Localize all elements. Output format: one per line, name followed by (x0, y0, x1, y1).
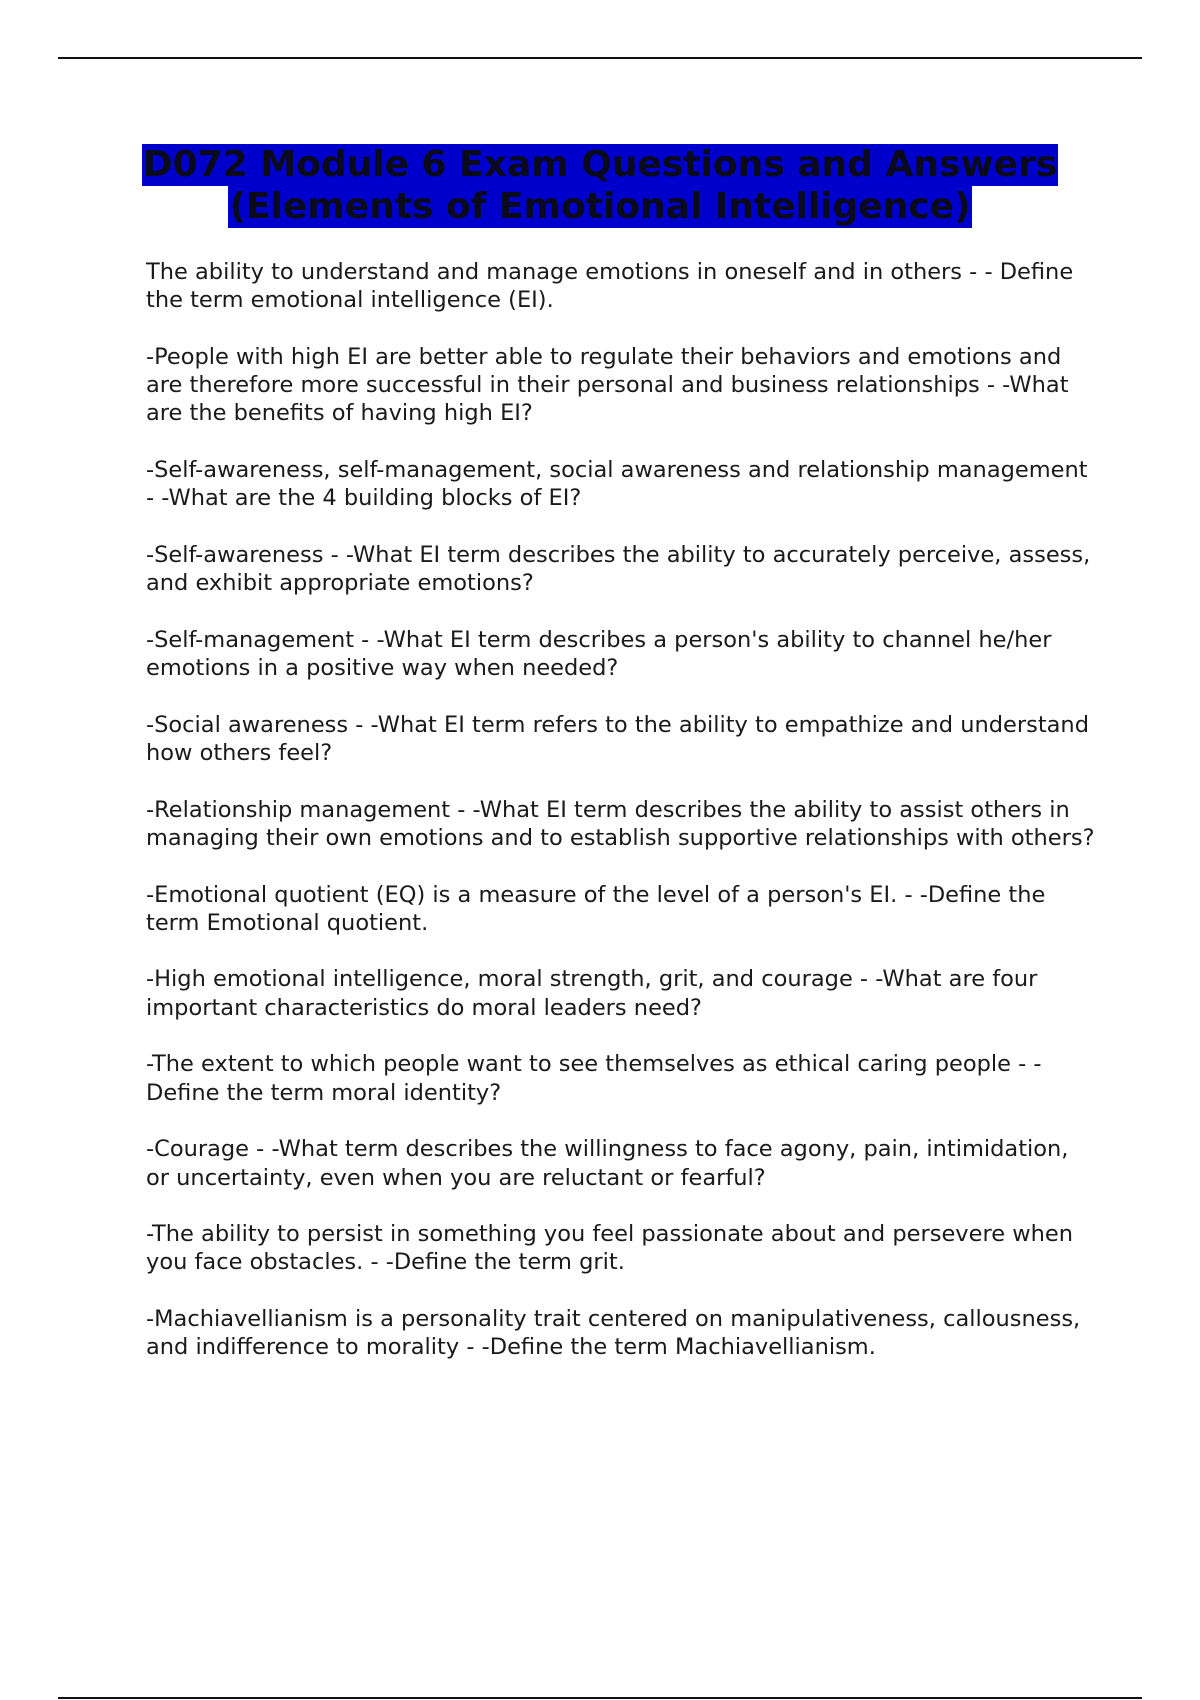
title-line-1: D072 Module 6 Exam Questions and Answers (142, 144, 1058, 185)
qa-item: -Self-awareness - -What EI term describes the ability to accurately perceive, assess, and exhibit appropriate emotions? (146, 541, 1091, 597)
qa-item: -Machiavellianism is a personality trait centered on manipulativeness, callousness, and indifference to morality - -Define the term Machiavellianism. (146, 1305, 1081, 1361)
qa-item: -Self-awareness, self-management, social awareness and relationship management - -What are the 4 building blocks of EI? (146, 457, 1088, 512)
qa-item: -The extent to which people want to see themselves as ethical caring people - -Define the term moral identity? (146, 1051, 1042, 1106)
qa-list (146, 258, 1096, 1390)
qa-item: -Social awareness - -What EI term refers to the ability to empathize and understand how others feel? (146, 711, 1089, 767)
title-line-2: (Elements of Emotional Intelligence) (229, 186, 971, 227)
qa-item: -Relationship management - -What EI term describes the ability to assist others in managing their own emotions and to establish supportive relationships with others? (146, 796, 1095, 851)
qa-item: The ability to understand and manage emotions in oneself and in others - - Define the term emotional intelligence (EI). (146, 259, 1074, 314)
qa-item: -Courage - -What term describes the willingness to face agony, pain, intimidation, or uncertainty, even when you are reluctant or fearful? (146, 1136, 1069, 1191)
qa-item: -Emotional quotient (EQ) is a measure of the level of a person's EI. - -Define the term Emotional quotient. (146, 881, 1046, 936)
qa-item: -The ability to persist in something you feel passionate about and persevere when you face obstacles. - -Define the term grit. (146, 1221, 1073, 1276)
document-title (0, 144, 1200, 228)
qa-item: -People with high EI are better able to regulate their behaviors and emotions and are therefore more successful in their personal and business relationships - -What are the benefits of having high EI? (146, 343, 1069, 427)
top-rule (58, 57, 1142, 59)
bottom-rule (58, 1697, 1142, 1699)
qa-item: -Self-management - -What EI term describes a person's ability to channel he/her emotions in a positive way when needed? (146, 626, 1052, 682)
qa-item: -High emotional intelligence, moral strength, grit, and courage - -What are four important characteristics do moral leaders need? (146, 966, 1038, 1021)
